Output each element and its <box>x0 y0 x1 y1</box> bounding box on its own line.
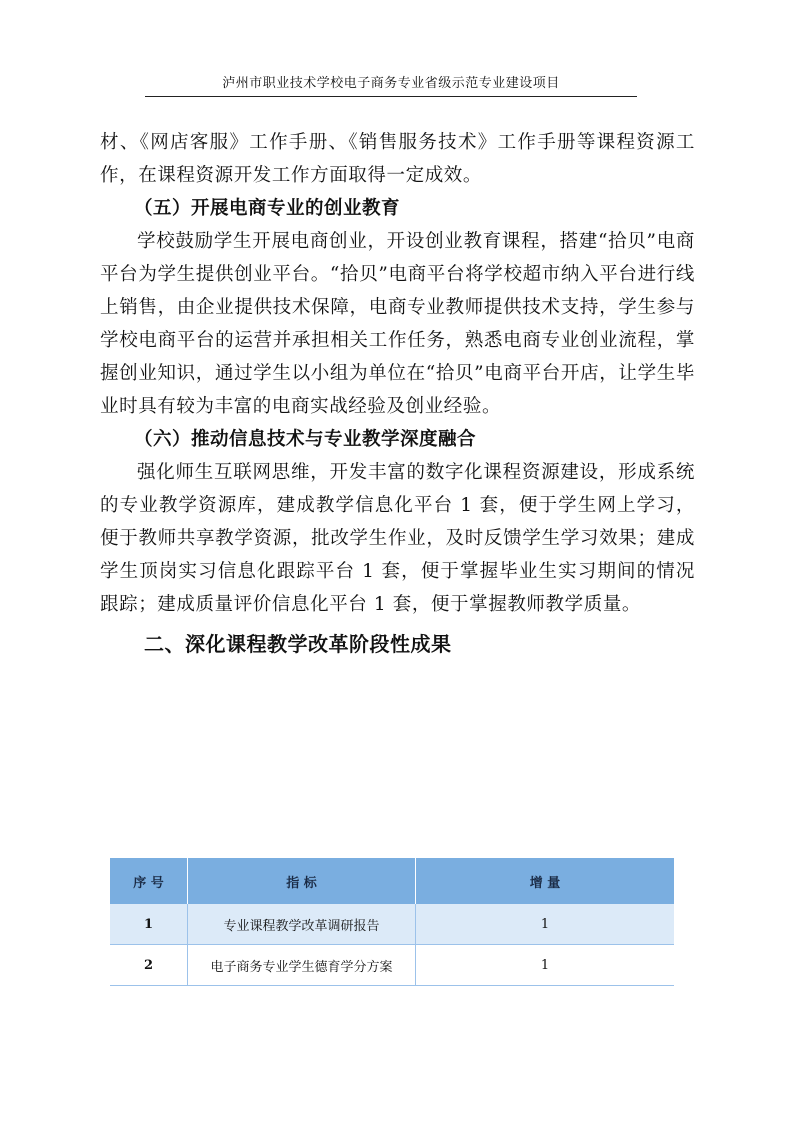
table-row <box>110 945 674 986</box>
header-increment: 增 量 <box>416 858 675 904</box>
heading-entrepreneurship: （五）开展电商专业的创业教育 <box>134 198 401 219</box>
header-indicator: 指 标 <box>188 858 416 904</box>
row-indicator: 电子商务专业学生德育学分方案 <box>188 945 416 986</box>
row-indicator: 专业课程教学改革调研报告 <box>188 904 416 945</box>
heading-it-integration: （六）推动信息技术与专业教学深度融合 <box>134 429 477 450</box>
paragraph-entrepreneurship: 学校鼓励学生开展电商创业，开设创业教育课程，搭建“拾贝”电商平台为学生提供创业平台。“拾贝”电商平台将学校超市纳入平台进行线上销售，由企业提供技术保障，电商专业教师提供技术支持，学生参与学校电商平台的运营并承担相关工作任务，熟悉电商专业创业流程，掌握创业知识，通过学生以小组为单位在“拾贝”电商平台开店，让学生毕业时具有较为丰富的电商实战经验及创业经验。 <box>100 231 695 417</box>
page-header: 泸州市职业技术学校电子商务专业省级示范专业建设项目 <box>145 72 637 97</box>
paragraph-continued: 材、《网店客服》工作手册、《销售服务技术》工作手册等课程资源工作，在课程资源开发工作方面取得一定成效。 <box>100 132 695 186</box>
paragraph-it-integration: 强化师生互联网思维，开发丰富的数字化课程资源建设，形成系统的专业教学资源库，建成教学信息化平台 1 套，便于学生网上学习，便于教师共享教学资源，批改学生作业，及时反馈学生学习效果；建成学生顶岗实习信息化跟踪平台 1 套，便于掌握毕业生实习期间的情况跟踪；建成质量评价信息化平台 1 套，便于掌握教师教学质量。 <box>100 462 695 615</box>
header-number: 序 号 <box>110 858 188 904</box>
row-value: 1 <box>416 904 675 945</box>
table-header-row <box>110 858 674 904</box>
section-heading-results: 二、深化课程教学改革阶段性成果 <box>144 632 452 656</box>
table-row <box>110 904 674 945</box>
document-body <box>100 126 695 661</box>
row-number: 1 <box>110 904 188 945</box>
row-value: 1 <box>416 945 675 986</box>
row-number: 2 <box>110 945 188 986</box>
results-table <box>110 858 674 986</box>
